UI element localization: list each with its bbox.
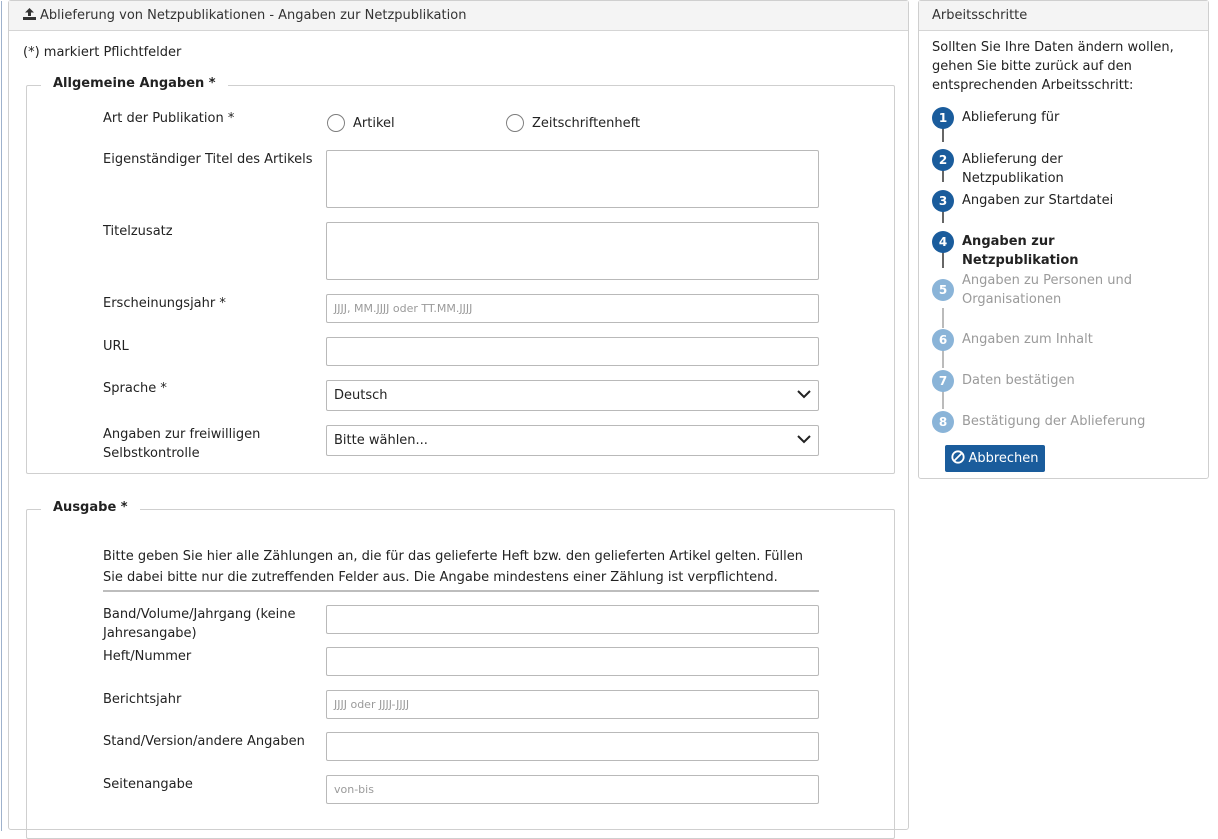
fsk-label: Angaben zur freiwilligen Selbstkontrolle [103, 427, 261, 461]
step-number: 5 [932, 279, 954, 301]
steps-intro: Sollten Sie Ihre Daten ändern wollen, gehen Sie bitte zurück auf den entsprechenden Arbeitsschritt: [932, 40, 1174, 93]
band-input[interactable] [326, 605, 819, 634]
step-1[interactable] [932, 107, 1152, 129]
heft-input[interactable] [326, 647, 819, 676]
url-label: URL [103, 339, 129, 354]
seiten-input[interactable]: von-bis [326, 775, 819, 804]
general-legend: Allgemeine Angaben * [41, 76, 228, 91]
subtitle-textarea[interactable] [326, 222, 819, 280]
ban-icon [951, 450, 968, 468]
lang-select[interactable] [326, 380, 819, 411]
step-number: 3 [932, 190, 954, 212]
steps-panel-heading: Arbeitsschritte [919, 1, 1208, 31]
step-3[interactable] [932, 190, 1152, 212]
title-textarea[interactable] [326, 150, 819, 208]
radio-circle[interactable] [506, 114, 524, 132]
year-input[interactable]: JJJJ, MM.JJJJ oder TT.MM.JJJJ [326, 294, 819, 323]
ausgabe-fieldset [26, 500, 895, 839]
step-2[interactable] [932, 149, 1152, 188]
stand-input[interactable] [326, 732, 819, 761]
required-note: (*) markiert Pflichtfelder [23, 45, 182, 60]
step-number: 7 [932, 370, 954, 392]
step-label: Angaben zur Netzpublikation [962, 234, 1079, 268]
fsk-select[interactable] [326, 425, 819, 456]
step-6 [932, 329, 1152, 351]
step-connector [942, 389, 944, 409]
ausgabe-legend: Ausgabe * [41, 500, 140, 515]
fsk-select-value: Bitte wählen... [334, 433, 428, 448]
radio-circle[interactable] [327, 114, 345, 132]
art-label: Art der Publikation * [103, 111, 235, 126]
title-label: Eigenständiger Titel des Artikels [103, 152, 313, 167]
steps-panel [918, 0, 1209, 479]
chevron-down-icon [797, 433, 811, 448]
lang-select-value: Deutsch [334, 388, 388, 403]
main-panel-title: Ablieferung von Netzpublikationen - Angaben zur Netzpublikation [40, 8, 467, 23]
step-label: Angaben zum Inhalt [962, 332, 1093, 347]
step-number: 8 [932, 411, 954, 433]
bericht-input[interactable]: JJJJ oder JJJJ-JJJJ [326, 690, 819, 719]
band-label: Band/Volume/Jahrgang (keine Jahresangabe) [103, 607, 296, 641]
chevron-down-icon [797, 388, 811, 403]
lang-label: Sprache * [103, 381, 167, 396]
subtitle-label: Titelzusatz [103, 224, 173, 239]
step-label[interactable]: Ablieferung der Netzpublikation [962, 152, 1064, 186]
divider [103, 590, 819, 592]
seiten-label: Seitenangabe [103, 777, 193, 792]
step-number: 1 [932, 107, 954, 129]
step-number: 2 [932, 149, 954, 171]
step-number: 6 [932, 329, 954, 351]
upload-icon [23, 8, 36, 24]
year-label: Erscheinungsjahr * [103, 296, 226, 311]
step-label: Daten bestätigen [962, 373, 1075, 388]
step-connector [942, 348, 944, 368]
step-label: Angaben zu Personen und Organisationen [962, 273, 1132, 307]
radio-artikel[interactable] [327, 114, 395, 132]
url-input[interactable] [326, 337, 819, 366]
radio-zeitschriftenheft-label: Zeitschriftenheft [532, 115, 641, 131]
step-label: Bestätigung der Ablieferung [962, 414, 1146, 429]
step-5 [932, 270, 1152, 309]
step-number: 4 [932, 231, 954, 253]
heft-label: Heft/Nummer [103, 649, 192, 664]
radio-artikel-label: Artikel [353, 115, 395, 131]
step-connector [942, 308, 944, 328]
step-7 [932, 370, 1152, 392]
radio-zeitschriftenheft[interactable] [506, 114, 640, 132]
main-panel [8, 0, 909, 830]
main-panel-heading [9, 1, 908, 31]
bericht-label: Berichtsjahr [103, 692, 182, 707]
stand-label: Stand/Version/andere Angaben [103, 734, 305, 749]
step-4-current [932, 231, 1152, 270]
step-label[interactable]: Ablieferung für [962, 110, 1060, 125]
cancel-button[interactable] [945, 445, 1045, 472]
cancel-button-label: Abbrechen [968, 451, 1039, 466]
general-fieldset [26, 76, 895, 474]
ausgabe-info: Bitte geben Sie hier alle Zählungen an, die für das gelieferte Heft bzw. den gelieferten Artikel gelten. Füllen Sie dabei bitte nur die zutreffenden Felder aus. Die Angabe mindestens einer Zählung ist verpflichtend. [103, 549, 803, 585]
step-label[interactable]: Angaben zur Startdatei [962, 193, 1114, 208]
step-8 [932, 411, 1152, 433]
